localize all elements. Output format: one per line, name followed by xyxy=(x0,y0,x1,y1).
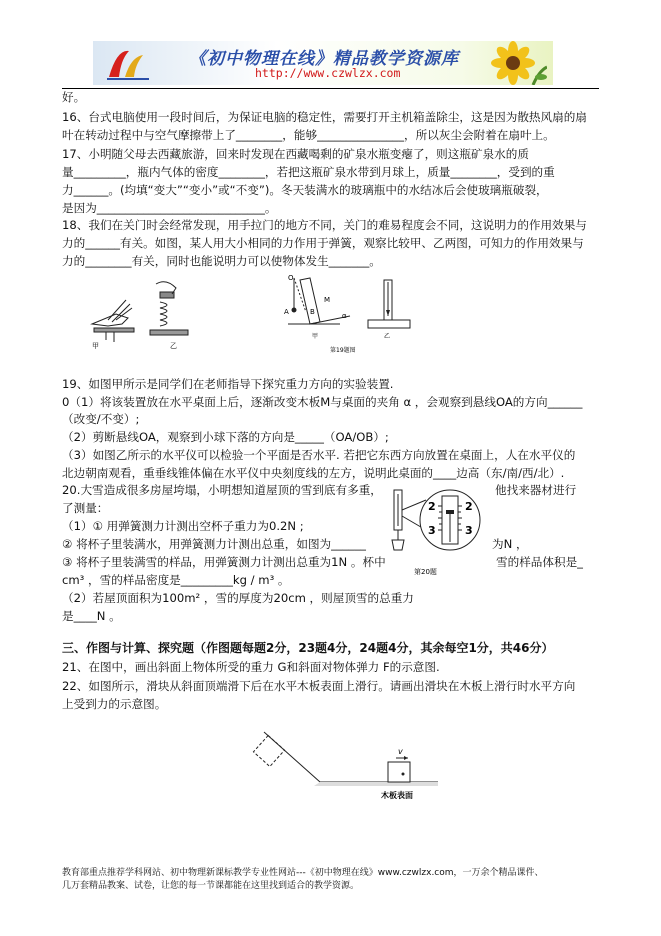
text-line: （3）如图乙所示的水平仪可以检验一个平面是否水平. 若把它东西方向放置在桌面上，人在水平仪的 xyxy=(62,448,576,462)
question-21: 21、在图中，画出斜面上物体所受的重力 G和斜面对物体弹力 F的示意图. xyxy=(62,660,440,674)
slider-block-bottom xyxy=(388,762,410,782)
svg-text:α: α xyxy=(342,312,347,320)
text-line: 0（1）将该装置放在水平桌面上后，逐渐改变木板M与桌面的夹角 α ，会观察到悬线OA的方向______ xyxy=(62,395,583,409)
velocity-label: v xyxy=(398,747,403,756)
footer-line-1: 教育部重点推荐学科网站、初中物理新课标教学专业性网站---《初中物理在线》www.czwlzx.com，一万余个精品课件、 xyxy=(62,868,544,878)
text-line: （2）剪断悬线OA，观察到小球下落的方向是_____（OA/OB）; xyxy=(62,430,389,444)
banner-title: 《初中物理在线》精品教学资源库 xyxy=(189,49,459,69)
spring-yi xyxy=(150,282,188,335)
svg-text:3: 3 xyxy=(428,524,436,537)
svg-text:A: A xyxy=(284,308,289,316)
text-line: 为N ， xyxy=(492,537,528,551)
text-line: cm³ ，雪的样品密度是_________kg / m³ 。 xyxy=(62,573,290,587)
text-line: ② 将杯子里装满水，用弹簧测力计测出总重，如图为______ xyxy=(62,537,366,551)
text-line: 量_________，瓶内气体的密度________，若把这瓶矿泉水带到月球上，质量________，受到的重 xyxy=(62,165,555,179)
text-line: 是____N 。 xyxy=(62,609,121,623)
text-line: 了测量： xyxy=(62,501,109,515)
svg-text:甲: 甲 xyxy=(312,333,319,340)
question-20: 20.大雪造成很多房屋垮塌，小明想知道屋顶的雪到底有多重， xyxy=(62,483,382,497)
svg-text:3: 3 xyxy=(465,524,473,537)
text-line: 他找来器材进行 xyxy=(495,483,577,497)
text-line: 是因为_____________________________。 xyxy=(62,201,277,215)
text-line: 力的______有关。如图，某人用大小相同的力作用于弹簧，观察比较甲、乙两图，可知力的作用效果与 xyxy=(62,236,584,250)
svg-text:O: O xyxy=(288,274,294,282)
svg-text:2: 2 xyxy=(465,500,473,513)
sunflower-icon xyxy=(463,41,547,85)
fig20-caption: 第20题 xyxy=(414,568,437,576)
text-line: （1）① 用弹簧测力计测出空杯子重力为0.2N ; xyxy=(62,519,304,533)
text-line: （改变/不变）; xyxy=(62,412,140,426)
header-banner xyxy=(93,41,553,85)
text-line: 雪的样品体积是_ xyxy=(496,555,583,569)
text-line: 好。 xyxy=(62,90,86,104)
figure-18 xyxy=(86,280,206,350)
question-22: 22、如图所示，滑块从斜面顶端滑下后在水平木板表面上滑行。请画出滑块在木板上滑行时水平方向 xyxy=(62,679,576,693)
svg-text:B: B xyxy=(310,308,315,316)
figure-20 xyxy=(384,486,494,578)
svg-text:2: 2 xyxy=(428,500,436,513)
fig18-label-jia: 甲 xyxy=(92,342,99,350)
text-line: 力______。(均填“变大”“变小”或“不变”)。冬天装满水的玻璃瓶中的水结冰后会使玻璃瓶破裂， xyxy=(62,183,548,197)
slider-block-top xyxy=(253,735,284,766)
plumb-bob xyxy=(292,308,297,313)
text-line: 力的________有关，同时也能说明力可以使物体发生_______。 xyxy=(62,254,381,268)
footer-line-2: 几万套精品教案、试卷，让您的每一节课都能在这里找到适合的教学资源。 xyxy=(62,881,360,891)
site-logo-icon xyxy=(103,43,153,83)
question-19: 19、如图甲所示是同学们在老师指导下探究重力方向的实验装置. xyxy=(62,377,394,391)
svg-text:乙: 乙 xyxy=(384,333,391,340)
figure-19 xyxy=(280,272,420,362)
fig22-caption: 木板表面 xyxy=(381,791,413,800)
text-line: （2）若屋顶面积为100m² ，雪的厚度为20cm ，则屋顶雪的总重力 xyxy=(62,591,414,605)
banner-url[interactable]: http://www.czwlzx.com xyxy=(255,66,401,80)
svg-text:M: M xyxy=(324,296,331,304)
text-line: ③ 将杯子里装满雪的样品，用弹簧测力计测出总重为1N 。杯中 xyxy=(62,555,386,569)
text-line: 叶在转动过程中与空气摩擦带上了________，能够_______________，所以灰尘会附着在扇叶上。 xyxy=(62,128,555,142)
hand-jia xyxy=(92,314,128,326)
fig18-label-yi: 乙 xyxy=(170,342,177,350)
cup xyxy=(392,540,404,550)
text-line: 北边朝南观看，重垂线锥体偏在水平仪中央刻度线的左方，说明此桌面的____边高（东/南/西/北）. xyxy=(62,466,565,480)
question-17: 17、小明随父母去西藏旅游，回来时发现在西藏喝剩的矿泉水瓶变瘪了，则这瓶矿泉水的质 xyxy=(62,147,529,161)
question-16: 16、台式电脑使用一段时间后，为保证电脑的稳定性，需要打开主机箱盖除尘，这是因为散热风扇的扇 xyxy=(62,110,587,124)
question-18: 18、我们在关门时会经常发现，用手拉门的地方不同，关门的难易程度会不同，这说明力的作用效果与 xyxy=(62,218,587,232)
section-three-heading: 三、作图与计算、探究题（作图题每题2分，23题4分，24题4分，其余每空1分，共46分） xyxy=(62,641,554,655)
text-line: 上受到力的示意图。 xyxy=(62,697,167,711)
header-rule xyxy=(62,88,599,89)
fig19-caption: 第19题图 xyxy=(330,347,356,354)
figure-22 xyxy=(248,730,448,810)
